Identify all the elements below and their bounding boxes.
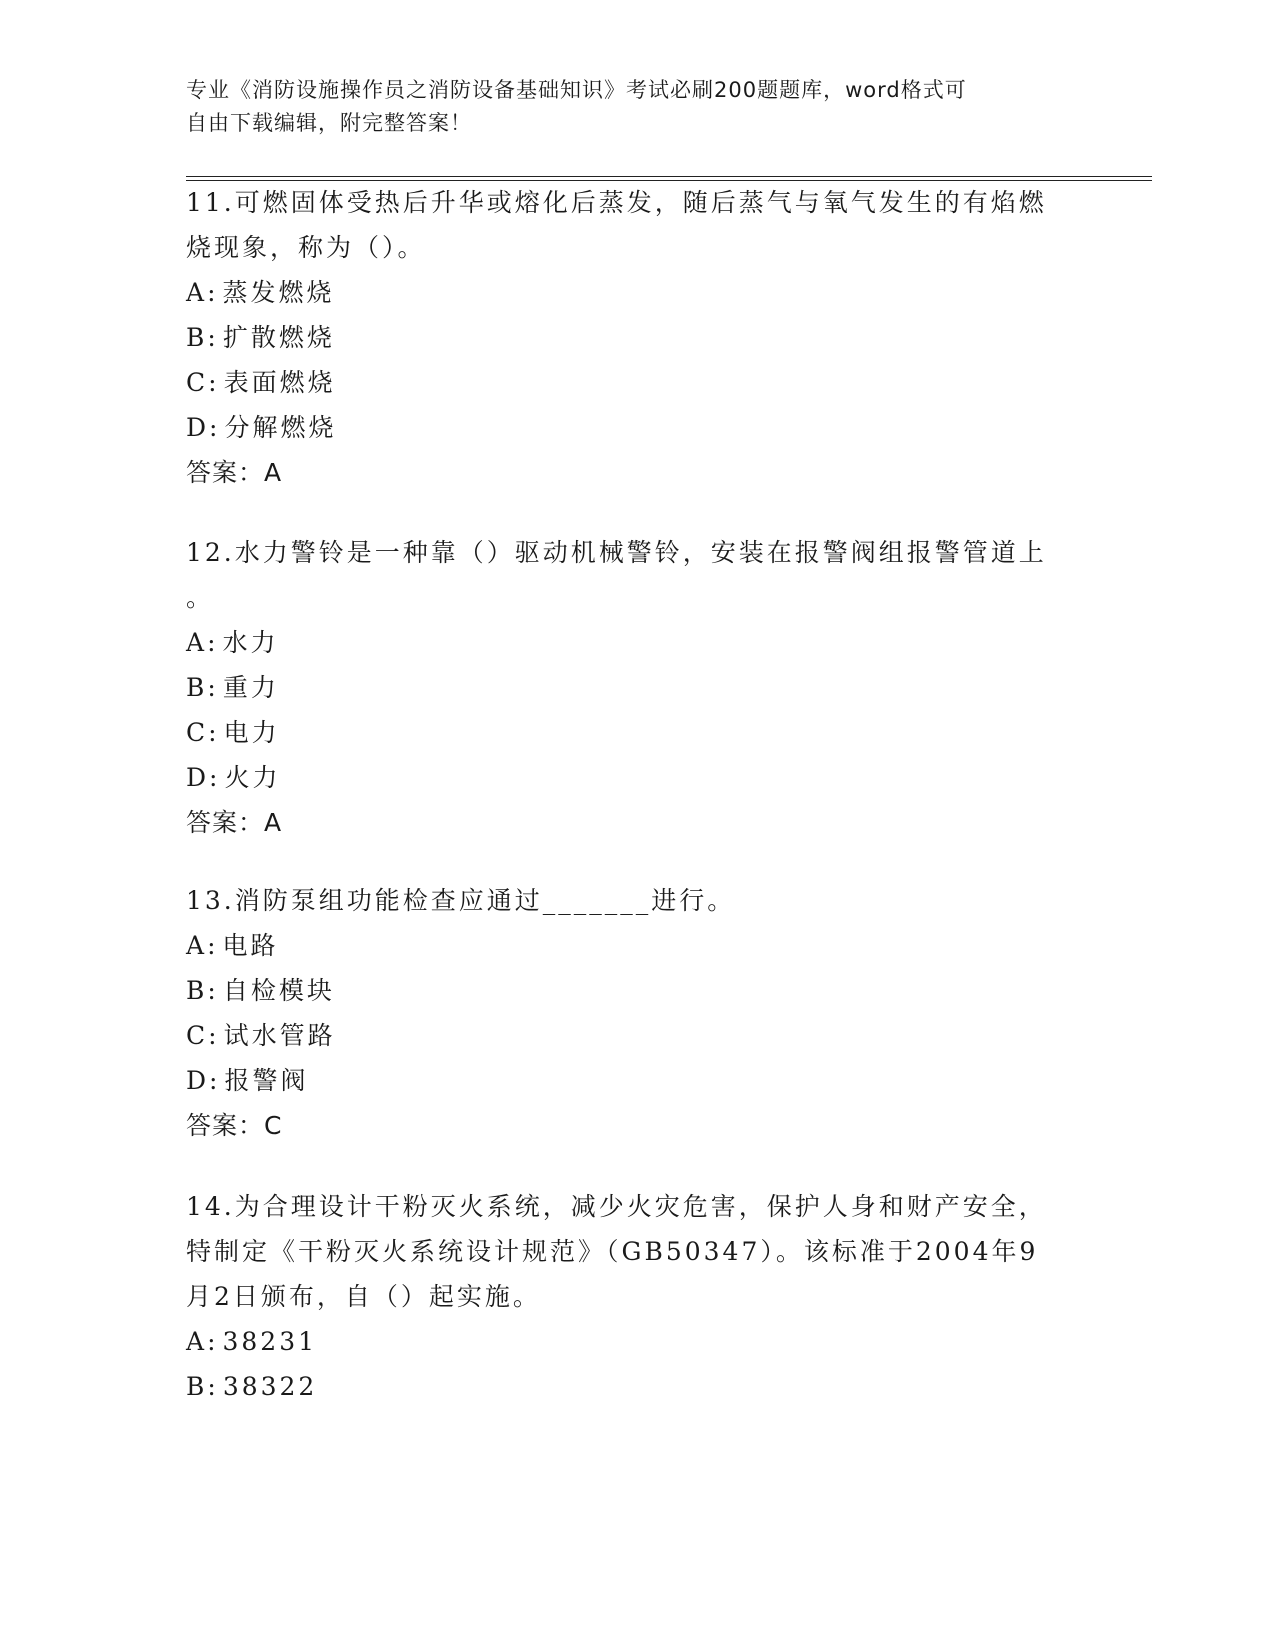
option-separator: : [208, 1021, 220, 1050]
option-letter: C [186, 368, 209, 397]
option-separator: : [207, 278, 219, 307]
option-letter: D [186, 1066, 210, 1095]
option-separator: : [208, 718, 220, 747]
option-separator: : [207, 976, 219, 1005]
question-stem-line: 14.为合理设计干粉灭火系统，减少火灾危害，保护人身和财产安全， [186, 1192, 1047, 1221]
question-stem-line: 烧现象，称为（）。 [186, 233, 426, 262]
option-separator: : [209, 1066, 221, 1095]
option-letter: B [186, 1372, 208, 1401]
option-text: 38231 [222, 1327, 318, 1356]
option-letter: B [186, 976, 208, 1005]
option-letter: D [186, 763, 210, 792]
question-stem-line: 13.消防泵组功能检查应通过_______进行。 [186, 886, 736, 915]
option-text: 38322 [222, 1372, 318, 1401]
option-d [186, 1058, 1066, 1103]
option-letter: C [186, 718, 209, 747]
option-text: 重力 [222, 673, 279, 702]
option-a [186, 620, 1066, 665]
option-text: 表面燃烧 [223, 368, 336, 397]
option-letter: B [186, 323, 208, 352]
question-12 [186, 530, 1066, 845]
option-separator: : [207, 628, 219, 657]
option-separator: : [209, 763, 221, 792]
option-letter: A [186, 278, 208, 307]
question-stem-line: 月2日颁布，自（）起实施。 [186, 1282, 541, 1311]
option-separator: : [207, 673, 219, 702]
question-stem-line: 11.可燃固体受热后升华或熔化后蒸发，随后蒸气与氧气发生的有焰燃 [186, 188, 1047, 217]
option-b [186, 665, 1066, 710]
option-c [186, 360, 1066, 405]
option-a [186, 923, 1066, 968]
option-c [186, 710, 1066, 755]
option-b [186, 968, 1066, 1013]
answer-line: 答案：C [186, 1111, 283, 1140]
option-text: 电力 [223, 718, 280, 747]
header-line-2: 自由下载编辑，附完整答案！ [186, 111, 472, 135]
option-separator: : [207, 1372, 219, 1401]
option-text: 扩散燃烧 [222, 323, 335, 352]
header-line-1: 专业《消防设施操作员之消防设备基础知识》考试必刷200题题库，word格式可 [186, 78, 967, 102]
option-letter: A [186, 628, 208, 657]
option-a [186, 1319, 1066, 1364]
question-11 [186, 180, 1066, 495]
option-separator: : [209, 413, 221, 442]
option-text: 自检模块 [222, 976, 335, 1005]
option-letter: D [186, 413, 210, 442]
option-separator: : [207, 931, 219, 960]
option-letter: C [186, 1021, 209, 1050]
option-text: 试水管路 [223, 1021, 336, 1050]
question-13 [186, 878, 1066, 1148]
option-separator: : [207, 1327, 219, 1356]
option-b [186, 315, 1066, 360]
option-d [186, 755, 1066, 800]
option-letter: A [186, 1327, 208, 1356]
answer-line: 答案：A [186, 458, 283, 487]
question-14 [186, 1184, 1066, 1409]
option-separator: : [207, 323, 219, 352]
question-stem-line: 。 [186, 583, 215, 612]
option-text: 水力 [222, 628, 279, 657]
option-letter: A [186, 931, 208, 960]
document-header [186, 74, 1066, 140]
option-letter: B [186, 673, 208, 702]
option-text: 火力 [224, 763, 281, 792]
option-separator: : [208, 368, 220, 397]
answer-line: 答案：A [186, 808, 283, 837]
option-text: 蒸发燃烧 [222, 278, 335, 307]
option-text: 电路 [222, 931, 279, 960]
option-text: 报警阀 [224, 1066, 309, 1095]
question-stem-line: 特制定《干粉灭火系统设计规范》（GB50347）。该标准于2004年9 [186, 1237, 1039, 1266]
option-c [186, 1013, 1066, 1058]
option-a [186, 270, 1066, 315]
option-text: 分解燃烧 [224, 413, 337, 442]
option-b [186, 1364, 1066, 1409]
option-d [186, 405, 1066, 450]
question-stem-line: 12.水力警铃是一种靠（）驱动机械警铃，安装在报警阀组报警管道上 [186, 538, 1047, 567]
